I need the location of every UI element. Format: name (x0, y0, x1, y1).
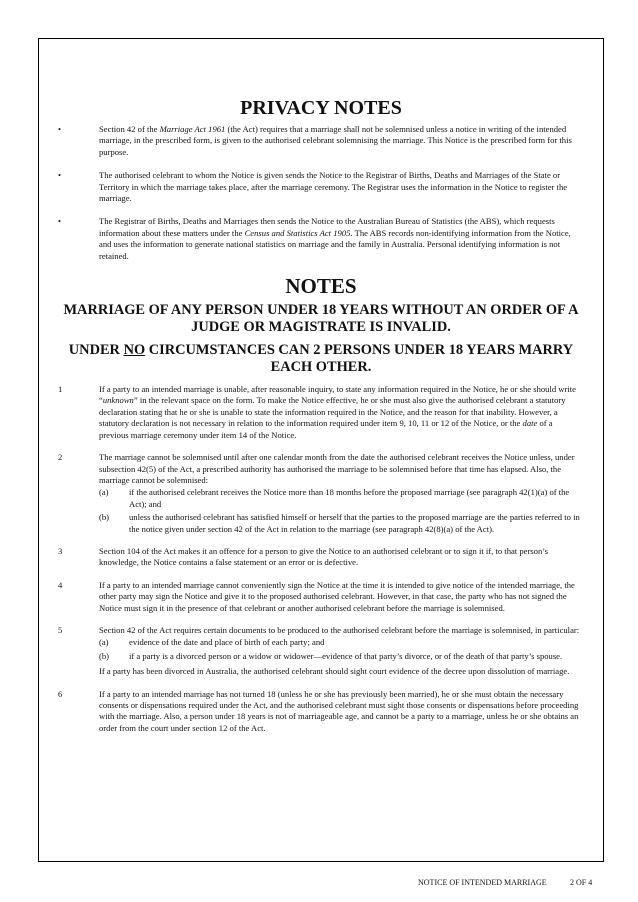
sub-text: evidence of the date and place of birth of each party; and (129, 637, 325, 648)
note-3 (58, 546, 584, 569)
page-number: 2 OF 4 (570, 878, 593, 887)
bullet-text: Section 42 of the (99, 124, 160, 134)
sub-text: if a party is a divorced person or a widow or widower—evidence of that party’s divorce, or of the death of that party’s spouse. (129, 650, 563, 661)
sub-marker: (b) (99, 512, 110, 523)
note-italic: date (522, 418, 538, 429)
warning-text: CIRCUMSTANCES CAN 2 PERSONS UNDER 18 YEARS MARRY EACH OTHER. (145, 342, 574, 376)
note-4 (58, 580, 584, 614)
note-number: 1 (58, 384, 63, 395)
footer-title: NOTICE OF INTENDED MARRIAGE (418, 878, 547, 887)
note-6 (58, 689, 584, 735)
note-text: If a party to an intended marriage has not turned 18 (unless he or she has previously been married), he or she must obtain the necessary consents or dispensations required under the Act, and the authorised celebrant must sight those consents or dispensations before proceeding with the marriage. Also, a person under 18 years is not of marriageable age, and cannot be a party to a marriage, unless he or she obtains an order from the court under section 12 of the Act. (99, 688, 579, 733)
sub-text: unless the authorised celebrant has satisfied himself or herself that the parties to the proposed marriage are the parties referred to in the notice given under section 42 of the Act in relation to the marriage (see paragraph 42(8)(a) of the Act). (129, 512, 580, 534)
note-text: of a previous marriage ceremony under item 14 of the Notice. (99, 418, 553, 440)
note-5 (58, 625, 584, 678)
note-number: 3 (58, 545, 63, 556)
bullet-marker: • (58, 170, 62, 181)
bullet-text: The Registrar of Births, Deaths and Marriages then sends the Notice to the Australian Bureau of Statistics (the ABS), which requests information about these matters under the (99, 216, 555, 238)
bullet-text: . The ABS records non-identifying information from the Notice, and uses the information to generate national statistics on marriage and the family in Australia. Personal identifying information is not retained. (99, 227, 571, 261)
privacy-bullet-3 (58, 216, 584, 262)
privacy-bullet-2 (58, 170, 584, 204)
note-number: 5 (58, 624, 63, 635)
note-number: 2 (58, 452, 63, 463)
bullet-text: The authorised celebrant to whom the Notice is given sends the Notice to the Registrar of Births, Deaths and Marriages of the State or Territory in which the marriage takes place, after the marriage ceremony. The Registrar uses the information in the Notice to register the marriage. (99, 170, 568, 204)
note-number: 6 (58, 688, 63, 699)
note-text: Section 42 of the Act requires certain documents to be produced to the authorised celebrant before the marriage is solemnised, in particular: (99, 624, 580, 635)
note-italic: unknown (102, 395, 134, 406)
warning-emphasis: NO (123, 342, 146, 359)
note-5-sub-b (99, 651, 584, 662)
warning-text: UNDER (68, 342, 124, 359)
sub-text: if the authorised celebrant receives the Notice more than 18 months before the proposed marriage (see paragraph 42(1)(a) of the Act); and (129, 487, 570, 509)
sub-marker: (b) (99, 650, 110, 661)
note-text: If a party has been divorced in Australia, the authorised celebrant should sight court evidence of the decree upon dissolution of marriage. (99, 666, 570, 677)
note-text: The marriage cannot be solemnised until after one calendar month from the date the authorised celebrant receives the Notice unless, under subsection 42(5) of the Act, a prescribed authority has authorised the marriage to be solemnised before that time has elapsed. Also, the marriage cannot be solemnised: (99, 452, 575, 485)
note-5-sub-a (99, 637, 584, 648)
privacy-bullet-1 (58, 124, 584, 158)
warning-under-18 (58, 342, 584, 376)
warning-invalid-marriage: MARRIAGE OF ANY PERSON UNDER 18 YEARS WITHOUT AN ORDER OF A JUDGE OR MAGISTRATE IS INVALID. (63, 302, 579, 336)
sub-marker: (a) (99, 487, 109, 498)
act-name: Census and Statistics Act 1905 (244, 227, 351, 238)
note-text: ” in the relevant space on the form. To make the Notice effective, he or she must also give the authorised celebrant a statutory declaration stating that he or she is unable to state the information required in the Notice, and the reason for that inability. However, a statutory declaration is not necessary in relation to the information required under item 9, 10, 11 or 12 of the Notice, or the (99, 395, 566, 429)
note-1 (58, 384, 584, 441)
bullet-marker: • (58, 216, 62, 227)
act-name: Marriage Act 1961 (159, 124, 226, 134)
note-2-sub-b (99, 512, 584, 535)
note-text: Section 104 of the Act makes it an offence for a person to give the Notice to an authorised celebrant or to sign it if, to that person’s knowledge, the Notice contains a false statement or an error or is defective. (99, 545, 548, 568)
bullet-text: (the Act) requires that a marriage shall not be solemnised unless a notice in writing of the intended marriage, in the prescribed form, is given to the authorised celebrant solemnising the marriage. This Notice is the prescribed form for this purpose. (99, 124, 572, 157)
privacy-notes-title: PRIVACY NOTES (240, 97, 402, 119)
document-body (58, 96, 584, 745)
note-number: 4 (58, 579, 63, 590)
note-2-sub-a (99, 487, 584, 510)
sub-marker: (a) (99, 637, 109, 648)
note-2 (58, 452, 584, 535)
notes-title: NOTES (285, 274, 357, 299)
note-text: If a party to an intended marriage is unable, after reasonable inquiry, to state any information required in the Notice, he or she should write “ (99, 384, 576, 406)
note-text: If a party to an intended marriage cannot conveniently sign the Notice at the time it is intended to give notice of the intended marriage, the other party may sign the Notice and give it to the proposed authorised celebrant. However, in that case, the party who has not signed the Notice must sign it in the presence of that celebrant or another authorised celebrant before the marriage is solemnised. (99, 579, 575, 613)
bullet-marker: • (58, 124, 62, 134)
